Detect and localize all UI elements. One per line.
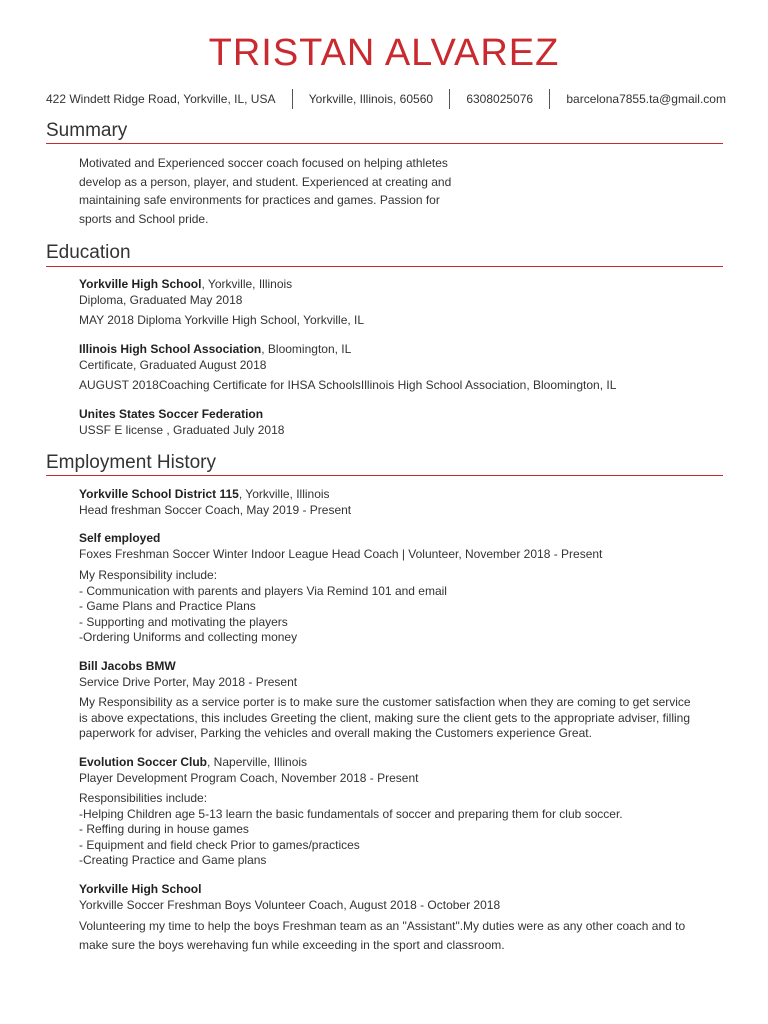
employment-entry: [79, 531, 729, 562]
employment-org: Yorkville School District 115: [79, 487, 239, 501]
employment-role: Player Development Program Coach, November 2018 - Present: [79, 770, 419, 785]
description-line: - Supporting and motivating the players: [79, 614, 288, 629]
education-detail: Diploma, Graduated May 2018: [79, 292, 243, 307]
description-line: Responsibilities include:: [79, 791, 208, 805]
contact-divider: [449, 89, 450, 109]
education-org: Unites States Soccer Federation: [79, 407, 264, 421]
employment-description: [79, 695, 729, 742]
employment-entry: [79, 487, 729, 518]
employment-entry: [79, 659, 729, 690]
education-entry: [79, 342, 729, 373]
section-divider: [46, 143, 723, 144]
description-line: My Responsibility include:: [79, 568, 218, 582]
contact-divider: [292, 89, 293, 109]
education-org: Yorkville High School: [79, 277, 202, 291]
description-line: make sure the boys werehaving fun while exceeding in the sport and classroom.: [79, 937, 505, 952]
summary-line: develop as a person, player, and student. Experienced at creating and: [79, 174, 452, 189]
summary-line: maintaining safe environments for practices and games. Passion for: [79, 193, 440, 207]
description-line: -Creating Practice and Game plans: [79, 853, 267, 867]
employment-description: [79, 568, 729, 646]
employment-location: , Naperville, Illinois: [207, 755, 308, 769]
description-line: Volunteering my time to help the boys Freshman team as an "Assistant".My duties were as any other coach and to: [79, 919, 686, 933]
education-location: , Yorkville, Illinois: [201, 277, 293, 291]
description-line: - Communication with parents and players Via Remind 101 and email: [79, 583, 447, 598]
section-divider: [46, 475, 723, 476]
education-note: MAY 2018 Diploma Yorkville High School, Yorkville, IL: [79, 313, 365, 327]
employment-entry: [79, 882, 729, 913]
education-entry: [79, 277, 729, 308]
description-line: - Equipment and field check Prior to games/practices: [79, 837, 360, 852]
contact-divider: [549, 89, 550, 109]
candidate-name: TRISTAN ALVAREZ: [208, 32, 560, 74]
employment-description: [79, 791, 729, 869]
description-line: - Game Plans and Practice Plans: [79, 599, 256, 613]
education-note: AUGUST 2018Coaching Certificate for IHSA SchoolsIllinois High School Association, Bloomington, IL: [79, 378, 617, 392]
employment-role: Foxes Freshman Soccer Winter Indoor League Head Coach | Volunteer, November 2018 - Present: [79, 546, 603, 561]
employment-entry: [79, 755, 729, 786]
employment-role: Head freshman Soccer Coach, May 2019 - Present: [79, 502, 352, 517]
employment-org: Self employed: [79, 531, 161, 545]
employment-org: Evolution Soccer Club: [79, 755, 208, 769]
summary-text: [79, 154, 729, 228]
employment-description: [79, 917, 729, 954]
section-title-education: Education: [46, 242, 131, 263]
employment-role: Service Drive Porter, May 2018 - Present: [79, 674, 298, 689]
employment-role: Yorkville Soccer Freshman Boys Volunteer Coach, August 2018 - October 2018: [79, 897, 501, 912]
contact-bar: [46, 88, 726, 110]
education-detail: USSF E license , Graduated July 2018: [79, 422, 285, 437]
education-detail: Certificate, Graduated August 2018: [79, 357, 267, 372]
description-line: -Ordering Uniforms and collecting money: [79, 630, 298, 644]
education-entry: [79, 407, 729, 438]
contact-address: 422 Windett Ridge Road, Yorkville, IL, USA: [46, 92, 276, 106]
description-line: My Responsibility as a service porter is to make sure the customer satisfaction when they are coming to get service: [79, 695, 691, 709]
description-line: is above expectations, this includes Greeting the client, making sure the client gets to the appropriate adviser, filling: [79, 710, 691, 725]
section-title-summary: Summary: [46, 120, 128, 141]
employment-org: Yorkville High School: [79, 882, 202, 896]
description-line: -Helping Children age 5-13 learn the basic fundamentals of soccer and preparing them for club soccer.: [79, 806, 623, 821]
contact-phone: 6308025076: [466, 92, 534, 106]
summary-line: sports and School pride.: [79, 211, 209, 226]
contact-city: Yorkville, Illinois, 60560: [308, 92, 434, 106]
description-line: paperwork for adviser, Parking the vehicles and overall making the Customers experience Great.: [79, 726, 592, 740]
education-location: , Bloomington, IL: [261, 342, 352, 356]
summary-line: Motivated and Experienced soccer coach focused on helping athletes: [79, 156, 448, 170]
section-title-employment: Employment History: [46, 452, 216, 473]
employment-location: , Yorkville, Illinois: [238, 487, 330, 501]
employment-org: Bill Jacobs BMW: [79, 659, 176, 673]
contact-email[interactable]: barcelona7855.ta@gmail.com: [566, 92, 726, 106]
education-org: Illinois High School Association: [79, 342, 262, 356]
description-line: - Reffing during in house games: [79, 822, 249, 836]
section-divider: [46, 266, 723, 267]
